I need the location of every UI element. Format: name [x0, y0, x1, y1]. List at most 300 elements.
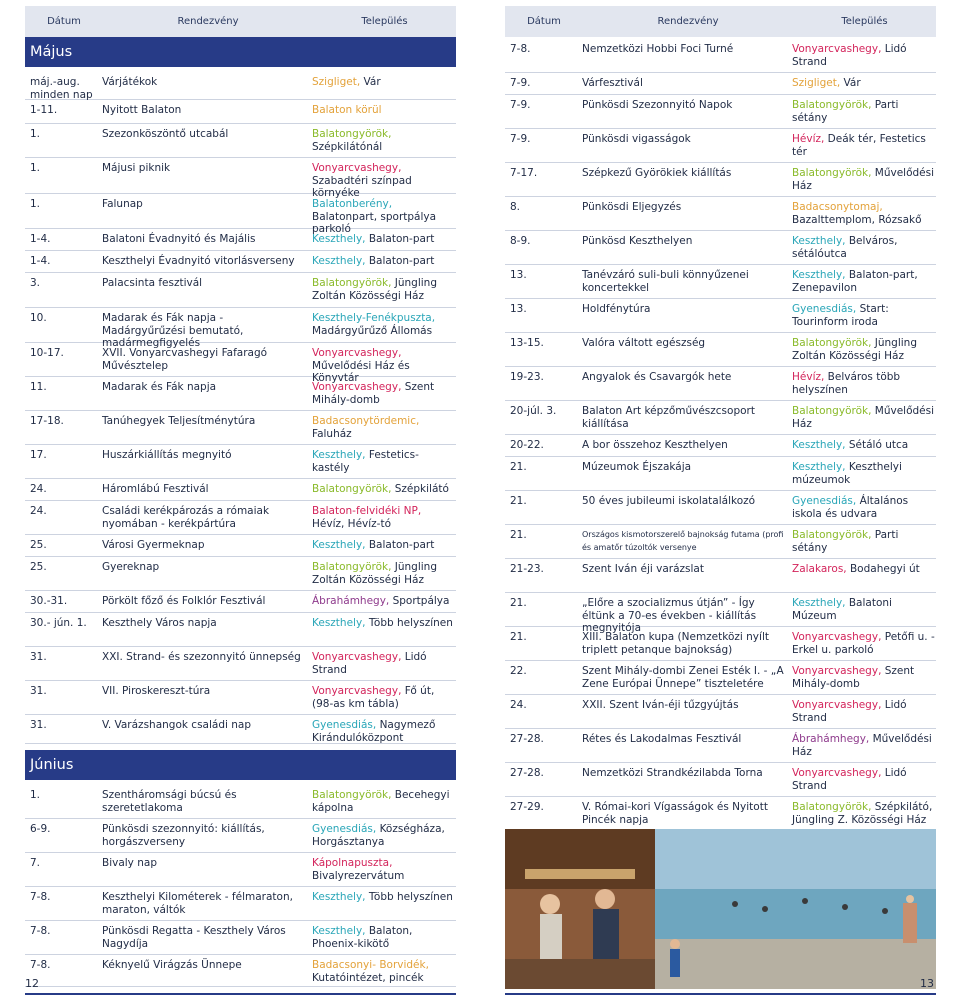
place-town: Gyenesdiás,	[792, 303, 857, 315]
event-place	[790, 699, 936, 724]
event-place	[310, 415, 456, 440]
event-row	[505, 333, 936, 367]
event-place	[790, 99, 936, 124]
event-date: 8.	[510, 201, 521, 213]
event-place	[790, 461, 936, 486]
place-town: Balatongyörök,	[792, 405, 872, 417]
place-detail: Balaton, Phoenix-kikötő	[312, 925, 413, 950]
event-row	[505, 695, 936, 729]
event-date: 7-9.	[510, 77, 531, 89]
place-town: Vonyarcvashegy,	[792, 43, 882, 55]
event-date: 27-28.	[510, 733, 544, 745]
event-date: 7-8.	[30, 891, 51, 903]
event-row	[505, 95, 936, 129]
place-detail: Sportpálya	[389, 595, 450, 607]
event-name: XVII. Vonyarcvashegyi Fafaragó Művésztelep	[102, 347, 268, 372]
place-detail: Kutatóintézet, pincék	[312, 971, 424, 984]
may-events	[25, 67, 456, 744]
place-detail: Általános iskola és udvara	[792, 495, 909, 520]
event-row	[505, 367, 936, 401]
place-detail: Balatonpart, sportpálya parkoló	[312, 210, 437, 236]
event-name: Kéknyelű Virágzás Ünnepe	[102, 959, 242, 971]
place-detail: Bazalttemplom, Rózsakő	[792, 213, 922, 226]
place-detail: Balaton-part	[365, 233, 435, 245]
event-date: 1-4.	[30, 255, 51, 267]
place-town: Badacsonyi- Borvidék,	[312, 959, 429, 971]
place-detail: Nagymező Kirándulóközpont	[312, 719, 436, 744]
event-date: 10.	[30, 312, 47, 324]
event-row	[25, 819, 456, 853]
event-name: Szent Iván éji varázslat	[582, 563, 704, 575]
place-town: Balatongyörök,	[792, 99, 872, 111]
event-name: XXI. Strand- és szezonnyitó ünnepség	[102, 651, 301, 663]
event-name: Nemzetközi Hobbi Foci Turné	[582, 43, 734, 55]
right-column	[505, 6, 936, 831]
event-date: 21.	[510, 461, 527, 473]
event-row	[25, 535, 456, 557]
place-detail: Művelődési Ház	[792, 167, 935, 192]
table-header	[505, 6, 936, 37]
page-number-right: 13	[920, 977, 934, 990]
place-town: Keszthely,	[312, 617, 366, 629]
event-name: „Előre a szocializmus útján” - Így éltünk a 70-es években - kiállítás megnyitója	[582, 597, 757, 635]
place-town: Badacsonytördemic,	[312, 415, 420, 427]
event-row	[25, 100, 456, 124]
event-date: máj.-aug. minden nap	[30, 76, 93, 101]
event-row	[505, 39, 936, 73]
event-name: Palacsinta fesztivál	[102, 277, 203, 289]
event-place	[310, 789, 456, 814]
event-name: Országos kismotorszerelő bajnokság futama (profi és amatőr túzoltók versenye	[582, 530, 784, 552]
place-town: Balatongyörök,	[312, 277, 392, 289]
place-town: Keszthely,	[312, 539, 366, 551]
place-town: Keszthely,	[792, 597, 846, 609]
event-row	[505, 73, 936, 95]
event-row	[505, 559, 936, 593]
june-events	[25, 780, 456, 987]
event-name: Gyereknap	[102, 561, 160, 573]
table-header	[25, 6, 456, 37]
place-detail: Szabadtéri színpad környéke	[312, 174, 412, 200]
place-detail: Vár	[840, 77, 861, 89]
place-town: Keszthely,	[312, 255, 366, 267]
place-town: Hévíz,	[792, 133, 825, 145]
event-name: Tanévzáró suli-buli könnyűzenei koncertekkel	[582, 269, 749, 294]
event-date: 1.	[30, 198, 41, 210]
event-name: Falunap	[102, 198, 143, 210]
event-row	[505, 163, 936, 197]
event-place	[310, 162, 456, 200]
event-row	[25, 681, 456, 715]
event-place	[310, 128, 456, 153]
event-row	[505, 729, 936, 763]
event-name: 50 éves jubileumi iskolatalálkozó	[582, 495, 756, 507]
place-town: Balatongyörök,	[792, 801, 872, 813]
event-name: Pünkösd Keszthelyen	[582, 235, 693, 247]
event-name: Huszárkiállítás megnyitó	[102, 449, 232, 461]
event-name: Balatoni Évadnyitó és Majális	[102, 233, 256, 245]
place-detail: Vár	[360, 76, 381, 88]
event-row	[25, 343, 456, 385]
place-detail: Szent Mihály-domb	[792, 665, 915, 690]
event-name: Rétes és Lakodalmas Fesztivál	[582, 733, 742, 745]
event-date: 27-28.	[510, 767, 544, 779]
event-row	[25, 921, 456, 955]
event-row	[505, 491, 936, 525]
event-name: Háromlábú Fesztivál	[102, 483, 209, 495]
place-detail: Belváros, sétálóutca	[792, 235, 898, 260]
event-row	[505, 525, 936, 559]
event-place	[310, 104, 456, 117]
page-number-left: 12	[25, 977, 39, 990]
place-town: Vonyarcvashegy,	[792, 665, 882, 677]
event-date: 24.	[30, 483, 47, 495]
place-town: Balatongyörök,	[792, 167, 872, 179]
event-place	[310, 891, 456, 904]
place-detail: Jüngling Zoltán Közösségi Ház	[792, 337, 917, 362]
event-row	[505, 763, 936, 797]
event-place	[310, 312, 456, 337]
event-row	[25, 715, 456, 744]
event-date: 7-9.	[510, 133, 531, 145]
event-row	[25, 308, 456, 350]
place-town: Balaton-felvidéki NP,	[312, 505, 422, 517]
event-date: 8-9.	[510, 235, 531, 247]
event-place	[790, 371, 936, 396]
event-row	[25, 72, 456, 100]
event-date: 1-11.	[30, 104, 58, 116]
event-row	[25, 501, 456, 535]
bottom-rule-left	[25, 993, 456, 995]
event-row	[25, 887, 456, 921]
event-date: 24.	[510, 699, 527, 711]
event-place	[790, 77, 936, 90]
bottom-rule-right	[505, 993, 936, 995]
event-date: 21.	[510, 529, 527, 541]
event-date: 13-15.	[510, 337, 544, 349]
place-detail: Parti sétány	[792, 99, 899, 124]
event-date: 31.	[30, 719, 47, 731]
place-detail: Jüngling Zoltán Közösségi Ház	[312, 561, 437, 586]
event-row	[505, 593, 936, 635]
event-name: Szentháromsági búcsú és szeretetlakoma	[102, 789, 237, 814]
event-row	[25, 557, 456, 591]
place-detail: Bivalyrezervátum	[312, 869, 405, 882]
place-detail: Lidó Strand	[792, 43, 907, 68]
event-name: Pörkölt főző és Folklór Fesztivál	[102, 595, 266, 607]
place-detail: Balaton-part	[365, 255, 435, 267]
event-place	[310, 651, 456, 676]
header-event: Rendezvény	[657, 16, 719, 27]
event-row	[505, 401, 936, 435]
place-town: Balatongyörök,	[312, 128, 392, 140]
place-town: Gyenesdiás,	[312, 823, 377, 835]
event-row	[25, 124, 456, 158]
place-town: Gyenesdiás,	[792, 495, 857, 507]
event-name: Szezonköszöntő utcabál	[102, 128, 229, 140]
event-place	[310, 255, 456, 268]
event-date: 7-8.	[510, 43, 531, 55]
event-place	[310, 277, 456, 302]
event-place	[310, 539, 456, 552]
event-place	[790, 665, 936, 690]
event-date: 25.	[30, 561, 47, 573]
event-date: 25.	[30, 539, 47, 551]
event-row	[25, 613, 456, 647]
event-date: 24.	[30, 505, 47, 517]
place-detail: Művelődési Ház	[792, 733, 932, 758]
event-name: Szent Mihály-dombi Zenei Esték I. - „A Zene Európai Ünnepe” tiszteletére	[582, 665, 784, 690]
event-name: Nemzetközi Strandkézilabda Torna	[582, 767, 763, 779]
place-detail: Művelődési Ház	[792, 405, 935, 430]
place-town: Keszthely,	[312, 449, 366, 461]
photo-collage-image	[505, 829, 936, 989]
place-town: Keszthely,	[792, 235, 846, 247]
event-row	[25, 785, 456, 819]
place-town: Keszthely,	[312, 233, 366, 245]
place-detail: Fő út, (98-as km tábla)	[312, 685, 435, 710]
place-detail: Start: Tourinform iroda	[792, 303, 889, 328]
event-date: 3.	[30, 277, 41, 289]
event-date: 7.	[30, 857, 41, 869]
event-place	[310, 449, 456, 474]
event-place	[790, 43, 936, 68]
june-events-continued	[505, 37, 936, 831]
event-date: 1-4.	[30, 233, 51, 245]
header-place: Település	[361, 16, 408, 27]
place-detail: Bodahegyi út	[846, 563, 920, 575]
event-date: 20-júl. 3.	[510, 405, 557, 417]
place-town: Badacsonytomaj,	[792, 201, 883, 213]
event-date: 21.	[510, 495, 527, 507]
event-name: V. Varázshangok családi nap	[102, 719, 251, 731]
place-detail: Szent Mihály-domb	[312, 381, 435, 406]
event-place	[310, 233, 456, 246]
event-place	[790, 733, 936, 758]
event-name: Pünkösdi Szezonnyitó Napok	[582, 99, 733, 111]
event-row	[505, 435, 936, 457]
event-row	[25, 229, 456, 251]
place-detail: Lidó Strand	[312, 651, 427, 676]
place-town: Hévíz,	[792, 371, 825, 383]
event-name: Nyitott Balaton	[102, 104, 182, 116]
event-date: 17-18.	[30, 415, 64, 427]
event-row	[505, 797, 936, 831]
place-town: Keszthely,	[792, 269, 846, 281]
event-row	[25, 251, 456, 273]
place-town: Balatonberény,	[312, 198, 393, 210]
event-name: Pünkösdi szezonnyitó: kiállítás, horgászverseny	[102, 823, 265, 848]
event-place	[790, 303, 936, 328]
event-place	[310, 198, 456, 236]
event-row	[505, 129, 936, 163]
place-town: Balatongyörök,	[312, 789, 392, 801]
event-name: Valóra váltott egészség	[582, 337, 706, 349]
place-town: Gyenesdiás,	[312, 719, 377, 731]
event-row	[505, 627, 936, 661]
event-place	[310, 483, 456, 496]
event-row	[25, 479, 456, 501]
event-place	[310, 685, 456, 710]
festival-beach-photo	[505, 829, 936, 989]
place-town: Kápolnapuszta,	[312, 857, 393, 869]
event-row	[25, 377, 456, 411]
event-place	[310, 719, 456, 744]
place-town: Vonyarcvashegy,	[312, 651, 402, 663]
place-detail: Festetics-kastély	[312, 449, 419, 474]
event-place	[310, 561, 456, 586]
place-detail: Balaton-part	[365, 539, 435, 551]
event-place	[310, 347, 456, 385]
event-place	[790, 439, 936, 452]
event-place	[310, 925, 456, 950]
event-name: Madarak és Fák napja	[102, 381, 217, 393]
event-date: 17.	[30, 449, 47, 461]
event-place	[790, 133, 936, 158]
event-name: V. Római-kori Vígasságok és Nyitott Pincék napja	[582, 801, 768, 826]
place-detail: Balaton-part, Zenepavilon	[792, 269, 918, 294]
place-town: Vonyarcvashegy,	[792, 631, 882, 643]
place-detail: Több helyszínen	[365, 891, 453, 903]
place-detail: Hévíz, Hévíz-tó	[312, 517, 392, 530]
place-town: Balatongyörök,	[312, 483, 392, 495]
event-date: 13.	[510, 269, 527, 281]
event-place	[790, 201, 936, 226]
event-place	[790, 167, 936, 192]
event-date: 1.	[30, 162, 41, 174]
event-date: 19-23.	[510, 371, 544, 383]
event-row	[25, 647, 456, 681]
place-town: Zalakaros,	[792, 563, 847, 575]
event-row	[25, 591, 456, 613]
event-row	[25, 445, 456, 479]
event-name: Várjátékok	[102, 76, 158, 88]
event-name: Angyalok és Csavargók hete	[582, 371, 732, 383]
event-place	[790, 801, 936, 826]
event-row	[505, 231, 936, 265]
place-town: Balaton körül	[312, 104, 382, 116]
event-date: 21.	[510, 631, 527, 643]
place-town: Vonyarcvashegy,	[312, 347, 402, 359]
place-town: Keszthely,	[792, 461, 846, 473]
header-place: Település	[841, 16, 888, 27]
event-row	[25, 273, 456, 308]
place-detail: Lidó Strand	[792, 699, 907, 724]
event-row	[25, 411, 456, 445]
place-town: Balatongyörök,	[792, 337, 872, 349]
event-row	[25, 955, 456, 987]
event-row	[505, 265, 936, 299]
event-name: Madarak és Fák napja - Madárgyűrűzési bemutató, madármegfigyelés	[102, 312, 244, 350]
event-name: Pünkösdi Eljegyzés	[582, 201, 682, 213]
event-place	[790, 337, 936, 362]
place-detail: Szépkilátó	[391, 483, 449, 495]
event-place	[790, 563, 936, 576]
event-name: XIII. Balaton kupa (Nemzetközi nyílt triplett petanque bajnokság)	[582, 631, 769, 656]
event-place	[790, 269, 936, 294]
event-place	[790, 405, 936, 430]
place-town: Szigliget,	[792, 77, 841, 89]
month-may: Május	[25, 37, 456, 67]
event-name: Szépkezű Györökiek kiállítás	[582, 167, 732, 179]
event-name: Balaton Art képzőművészcsoport kiállítása	[582, 405, 755, 430]
event-name: XXII. Szent Iván-éji tűzgyújtás	[582, 699, 739, 711]
place-detail: Sétáló utca	[845, 439, 909, 451]
event-date: 13.	[510, 303, 527, 315]
event-date: 6-9.	[30, 823, 51, 835]
event-date: 7-9.	[510, 99, 531, 111]
event-date: 10-17.	[30, 347, 64, 359]
event-date: 21.	[510, 597, 527, 609]
event-name: Tanúhegyek Teljesítménytúra	[102, 415, 256, 427]
event-place	[310, 857, 456, 882]
event-place	[310, 381, 456, 406]
event-name: Várfesztivál	[582, 77, 643, 89]
event-place	[310, 823, 456, 848]
event-place	[790, 235, 936, 260]
place-detail: Művelődési Ház és Könyvtár	[312, 359, 410, 385]
event-name: Keszthely Város napja	[102, 617, 217, 629]
place-town: Keszthely,	[312, 925, 366, 937]
event-place	[790, 597, 936, 622]
event-date: 30.- jún. 1.	[30, 617, 87, 629]
event-date: 1.	[30, 789, 41, 801]
place-town: Szigliget,	[312, 76, 361, 88]
event-name: Pünkösdi vigasságok	[582, 133, 691, 145]
event-date: 30.-31.	[30, 595, 68, 607]
event-row	[25, 194, 456, 236]
event-date: 22.	[510, 665, 527, 677]
event-place	[310, 76, 456, 89]
place-town: Vonyarcvashegy,	[792, 699, 882, 711]
event-name: A bor összehoz Keszthelyen	[582, 439, 728, 451]
event-row	[505, 197, 936, 231]
place-detail: Keszthelyi múzeumok	[792, 461, 902, 486]
place-detail: Községháza, Horgásztanya	[312, 823, 445, 848]
place-detail: Deák tér, Festetics tér	[792, 133, 926, 158]
place-detail: Balatoni Múzeum	[792, 597, 892, 622]
place-town: Vonyarcvashegy,	[792, 767, 882, 779]
event-name: Városi Gyermeknap	[102, 539, 205, 551]
place-town: Balatongyörök,	[792, 529, 872, 541]
event-date: 11.	[30, 381, 47, 393]
event-row	[505, 457, 936, 491]
event-place	[790, 631, 936, 656]
place-detail: Lidó Strand	[792, 767, 907, 792]
event-place	[310, 595, 456, 608]
event-date: 27-29.	[510, 801, 544, 813]
event-name: Családi kerékpározás a rómaiak nyomában - kerékpártúra	[102, 505, 270, 530]
place-detail: Becehegyi kápolna	[312, 789, 450, 814]
event-place	[310, 959, 456, 984]
event-place	[790, 495, 936, 520]
event-date: 31.	[30, 685, 47, 697]
place-detail: Petőfi u. - Erkel u. parkoló	[792, 631, 935, 656]
place-detail: Faluház	[312, 427, 352, 440]
event-name: Bivaly nap	[102, 857, 157, 869]
event-name: VII. Piroskereszt-túra	[102, 685, 211, 697]
event-name: Múzeumok Éjszakája	[582, 461, 692, 473]
place-town: Vonyarcvashegy,	[312, 162, 402, 174]
place-town: Keszthely,	[312, 891, 366, 903]
event-row	[505, 299, 936, 333]
place-town: Keszthely-Fenékpuszta,	[312, 312, 436, 324]
place-town: Ábrahámhegy,	[792, 733, 870, 745]
event-row	[505, 661, 936, 695]
event-date: 7-8.	[30, 925, 51, 937]
event-name: Keszthelyi Kilométerek - félmaraton, maraton, váltók	[102, 891, 293, 916]
event-name: Pünkösdi Regatta - Keszthely Város Nagydíja	[102, 925, 286, 950]
